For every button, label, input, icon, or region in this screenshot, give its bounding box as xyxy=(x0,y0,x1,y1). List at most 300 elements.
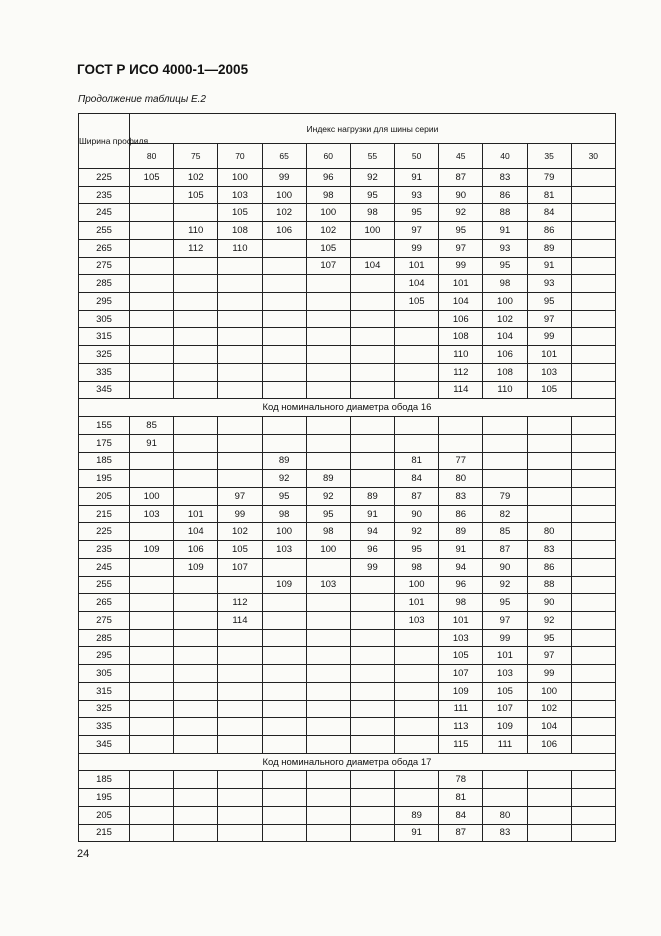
load-index-cell xyxy=(306,665,350,683)
load-index-cell xyxy=(262,239,306,257)
load-index-cell: 100 xyxy=(262,523,306,541)
load-index-cell: 99 xyxy=(262,169,306,187)
load-index-cell: 102 xyxy=(262,204,306,222)
load-index-cell xyxy=(571,611,615,629)
table-row xyxy=(79,523,616,541)
load-index-cell xyxy=(306,824,350,842)
table-row xyxy=(79,328,616,346)
load-index-cell: 97 xyxy=(527,647,571,665)
load-index-cell xyxy=(262,736,306,754)
load-index-cell xyxy=(262,558,306,576)
width-cell: 285 xyxy=(79,275,130,293)
load-index-cell: 85 xyxy=(483,523,527,541)
load-index-cell: 112 xyxy=(218,594,262,612)
load-index-cell xyxy=(306,275,350,293)
table-row xyxy=(79,363,616,381)
load-index-cell xyxy=(350,771,394,789)
load-index-cell: 104 xyxy=(395,275,439,293)
width-cell: 335 xyxy=(79,363,130,381)
series-header-60: 60 xyxy=(306,144,350,169)
load-index-cell xyxy=(130,682,174,700)
load-index-cell xyxy=(483,417,527,435)
load-index-cell xyxy=(483,434,527,452)
load-index-cell: 94 xyxy=(350,523,394,541)
load-index-cell: 100 xyxy=(306,204,350,222)
load-index-cell: 103 xyxy=(439,629,483,647)
load-index-cell xyxy=(306,452,350,470)
load-index-cell: 103 xyxy=(130,505,174,523)
load-index-cell xyxy=(174,346,218,364)
load-index-cell xyxy=(174,275,218,293)
load-index-cell xyxy=(306,328,350,346)
load-index-cell: 101 xyxy=(527,346,571,364)
load-index-cell xyxy=(262,629,306,647)
load-index-cell: 82 xyxy=(483,505,527,523)
load-index-cell xyxy=(174,204,218,222)
load-index-cell: 103 xyxy=(527,363,571,381)
load-index-cell: 105 xyxy=(174,186,218,204)
load-index-cell: 92 xyxy=(306,487,350,505)
load-index-cell: 107 xyxy=(218,558,262,576)
load-index-cell: 109 xyxy=(262,576,306,594)
load-index-cell xyxy=(130,204,174,222)
load-index-cell xyxy=(130,257,174,275)
table-row xyxy=(79,470,616,488)
load-index-cell: 89 xyxy=(306,470,350,488)
load-index-cell: 104 xyxy=(439,293,483,311)
load-index-cell: 110 xyxy=(218,239,262,257)
load-index-cell: 108 xyxy=(439,328,483,346)
load-index-cell: 90 xyxy=(527,594,571,612)
load-index-cell: 111 xyxy=(439,700,483,718)
load-index-cell: 83 xyxy=(439,487,483,505)
load-index-cell xyxy=(527,505,571,523)
load-index-cell: 101 xyxy=(174,505,218,523)
load-index-cell: 80 xyxy=(527,523,571,541)
load-index-cell: 113 xyxy=(439,718,483,736)
load-index-cell xyxy=(571,665,615,683)
table-row xyxy=(79,239,616,257)
load-index-cell xyxy=(571,293,615,311)
load-index-cell xyxy=(483,452,527,470)
width-cell: 305 xyxy=(79,310,130,328)
load-index-cell xyxy=(350,470,394,488)
load-index-cell xyxy=(130,558,174,576)
table-row xyxy=(79,169,616,187)
load-index-cell xyxy=(174,257,218,275)
load-index-cell xyxy=(218,434,262,452)
load-index-cell xyxy=(571,789,615,807)
width-cell: 155 xyxy=(79,417,130,435)
width-cell: 265 xyxy=(79,239,130,257)
table-row xyxy=(79,417,616,435)
load-index-cell xyxy=(218,806,262,824)
load-index-cell: 95 xyxy=(483,594,527,612)
load-index-cell xyxy=(218,381,262,399)
load-index-cell xyxy=(527,417,571,435)
load-index-cell: 95 xyxy=(527,293,571,311)
load-index-cell xyxy=(571,523,615,541)
width-cell: 175 xyxy=(79,434,130,452)
load-index-cell xyxy=(218,665,262,683)
load-index-cell xyxy=(395,682,439,700)
load-index-cell: 106 xyxy=(262,222,306,240)
series-header-75: 75 xyxy=(174,144,218,169)
width-cell: 185 xyxy=(79,771,130,789)
load-index-cell xyxy=(130,346,174,364)
load-index-cell xyxy=(218,363,262,381)
table-row xyxy=(79,204,616,222)
load-index-cell: 88 xyxy=(527,576,571,594)
load-index-cell xyxy=(571,328,615,346)
load-index-cell xyxy=(395,647,439,665)
load-index-cell: 95 xyxy=(395,541,439,559)
load-index-cell xyxy=(262,824,306,842)
width-cell: 235 xyxy=(79,186,130,204)
load-index-cell xyxy=(130,381,174,399)
load-index-cell xyxy=(395,665,439,683)
load-index-cell: 98 xyxy=(306,523,350,541)
load-index-cell xyxy=(174,576,218,594)
load-index-cell: 87 xyxy=(483,541,527,559)
load-index-cell xyxy=(571,257,615,275)
load-index-cell xyxy=(174,665,218,683)
table-row xyxy=(79,806,616,824)
load-index-cell xyxy=(350,682,394,700)
table-row xyxy=(79,558,616,576)
load-index-cell xyxy=(395,346,439,364)
load-index-cell xyxy=(571,452,615,470)
load-index-cell: 106 xyxy=(483,346,527,364)
load-index-cell: 85 xyxy=(130,417,174,435)
load-index-cell: 106 xyxy=(439,310,483,328)
load-index-cell xyxy=(571,682,615,700)
load-index-cell xyxy=(130,789,174,807)
load-index-cell xyxy=(130,452,174,470)
load-index-cell xyxy=(306,629,350,647)
width-cell: 285 xyxy=(79,629,130,647)
load-index-cell xyxy=(218,417,262,435)
load-index-cell xyxy=(350,718,394,736)
load-index-cell xyxy=(571,594,615,612)
series-header-65: 65 xyxy=(262,144,306,169)
load-index-cell xyxy=(174,487,218,505)
load-index-cell xyxy=(395,700,439,718)
load-index-cell xyxy=(174,682,218,700)
load-index-cell: 105 xyxy=(527,381,571,399)
load-index-cell xyxy=(306,771,350,789)
table-header xyxy=(79,114,616,169)
width-cell: 205 xyxy=(79,806,130,824)
load-index-cell xyxy=(527,789,571,807)
load-index-cell: 102 xyxy=(306,222,350,240)
width-cell: 315 xyxy=(79,682,130,700)
width-cell: 335 xyxy=(79,718,130,736)
load-index-cell: 92 xyxy=(262,470,306,488)
table-row xyxy=(79,718,616,736)
load-index-cell: 93 xyxy=(483,239,527,257)
load-index-cell: 104 xyxy=(350,257,394,275)
load-index-cell xyxy=(571,806,615,824)
load-index-cell xyxy=(174,452,218,470)
load-index-cell xyxy=(174,363,218,381)
load-index-cell: 87 xyxy=(439,169,483,187)
load-index-cell: 96 xyxy=(350,541,394,559)
load-index-cell xyxy=(571,505,615,523)
load-index-cell: 90 xyxy=(395,505,439,523)
load-index-cell xyxy=(350,310,394,328)
load-index-cell xyxy=(262,789,306,807)
load-index-cell: 100 xyxy=(262,186,306,204)
load-index-cell xyxy=(306,417,350,435)
load-index-cell xyxy=(130,629,174,647)
load-index-cell xyxy=(218,771,262,789)
load-index-cell xyxy=(350,611,394,629)
load-index-cell xyxy=(571,381,615,399)
load-index-cell: 95 xyxy=(262,487,306,505)
load-index-cell xyxy=(130,771,174,789)
load-index-cell xyxy=(306,806,350,824)
load-index-cell: 86 xyxy=(527,558,571,576)
load-index-cell: 98 xyxy=(483,275,527,293)
load-index-cell: 103 xyxy=(218,186,262,204)
load-index-cell xyxy=(262,328,306,346)
load-index-cell xyxy=(350,700,394,718)
load-index-cell xyxy=(571,239,615,257)
load-index-cell xyxy=(130,222,174,240)
load-index-cell xyxy=(218,824,262,842)
load-index-cell: 86 xyxy=(483,186,527,204)
load-index-cell: 99 xyxy=(483,629,527,647)
load-index-cell xyxy=(571,629,615,647)
load-index-cell xyxy=(130,186,174,204)
load-index-cell xyxy=(306,310,350,328)
load-index-cell: 110 xyxy=(174,222,218,240)
load-index-cell xyxy=(218,718,262,736)
load-index-cell xyxy=(218,647,262,665)
load-index-cell xyxy=(395,310,439,328)
load-index-cell xyxy=(130,594,174,612)
load-index-cell: 105 xyxy=(483,682,527,700)
load-index-cell xyxy=(262,257,306,275)
load-index-cell xyxy=(130,470,174,488)
load-index-cell: 95 xyxy=(306,505,350,523)
load-index-cell xyxy=(395,328,439,346)
load-index-cell xyxy=(571,771,615,789)
load-index-cell xyxy=(350,594,394,612)
load-index-cell: 103 xyxy=(395,611,439,629)
table-row xyxy=(79,487,616,505)
series-header-50: 50 xyxy=(395,144,439,169)
load-index-cell xyxy=(130,523,174,541)
width-cell: 235 xyxy=(79,541,130,559)
load-index-cell xyxy=(527,434,571,452)
load-index-cell: 83 xyxy=(483,169,527,187)
table-row xyxy=(79,293,616,311)
load-index-cell xyxy=(262,771,306,789)
load-index-cell xyxy=(350,736,394,754)
load-index-cell xyxy=(218,629,262,647)
section-row xyxy=(79,753,616,771)
load-index-cell xyxy=(395,771,439,789)
load-index-cell xyxy=(130,736,174,754)
load-index-cell xyxy=(262,417,306,435)
load-index-cell xyxy=(130,611,174,629)
table-row xyxy=(79,700,616,718)
load-index-cell: 112 xyxy=(439,363,483,381)
table-row xyxy=(79,275,616,293)
width-column-header: Ширина профиля xyxy=(79,114,130,169)
load-index-cell xyxy=(130,700,174,718)
table-row xyxy=(79,381,616,399)
section-heading: Код номинального диаметра обода 16 xyxy=(79,399,616,417)
table-row xyxy=(79,346,616,364)
load-index-cell: 79 xyxy=(527,169,571,187)
load-index-cell xyxy=(571,700,615,718)
table-row xyxy=(79,505,616,523)
load-index-cell xyxy=(262,700,306,718)
load-index-cell xyxy=(262,682,306,700)
load-index-cell xyxy=(350,789,394,807)
load-index-cell xyxy=(395,736,439,754)
load-index-cell: 81 xyxy=(439,789,483,807)
load-index-cell: 79 xyxy=(483,487,527,505)
load-index-cell: 84 xyxy=(527,204,571,222)
table-row xyxy=(79,736,616,754)
load-index-cell: 78 xyxy=(439,771,483,789)
load-index-cell xyxy=(350,824,394,842)
load-index-cell xyxy=(571,434,615,452)
load-index-cell: 91 xyxy=(130,434,174,452)
load-index-cell xyxy=(483,789,527,807)
load-index-cell xyxy=(571,204,615,222)
section-row xyxy=(79,399,616,417)
series-header-70: 70 xyxy=(218,144,262,169)
load-index-cell: 95 xyxy=(483,257,527,275)
load-index-cell xyxy=(262,647,306,665)
load-index-cell xyxy=(306,293,350,311)
load-index-cell xyxy=(218,700,262,718)
table-row xyxy=(79,789,616,807)
load-index-cell: 100 xyxy=(483,293,527,311)
load-index-cell: 115 xyxy=(439,736,483,754)
load-index-cell: 111 xyxy=(483,736,527,754)
load-index-cell: 86 xyxy=(527,222,571,240)
load-index-cell: 97 xyxy=(218,487,262,505)
load-index-cell xyxy=(262,434,306,452)
load-index-cell: 89 xyxy=(395,806,439,824)
series-header-30: 30 xyxy=(571,144,615,169)
load-index-cell xyxy=(174,647,218,665)
load-index-cell xyxy=(571,186,615,204)
load-index-cell: 93 xyxy=(527,275,571,293)
series-header-55: 55 xyxy=(350,144,394,169)
load-index-cell: 80 xyxy=(439,470,483,488)
load-index-cell: 92 xyxy=(395,523,439,541)
width-cell: 245 xyxy=(79,204,130,222)
load-index-cell: 107 xyxy=(306,257,350,275)
load-index-cell xyxy=(306,611,350,629)
load-index-cell xyxy=(571,346,615,364)
load-index-cell: 100 xyxy=(306,541,350,559)
load-index-cell xyxy=(527,806,571,824)
load-index-cell xyxy=(350,328,394,346)
load-index-cell: 86 xyxy=(439,505,483,523)
load-index-cell: 109 xyxy=(174,558,218,576)
load-index-cell xyxy=(395,789,439,807)
load-index-cell: 104 xyxy=(174,523,218,541)
load-index-cell xyxy=(306,594,350,612)
load-index-cell xyxy=(395,629,439,647)
load-index-cell xyxy=(218,452,262,470)
load-index-cell xyxy=(174,381,218,399)
load-index-cell xyxy=(571,275,615,293)
load-index-cell xyxy=(350,346,394,364)
load-index-cell: 89 xyxy=(350,487,394,505)
load-index-cell: 83 xyxy=(527,541,571,559)
load-index-cell xyxy=(571,470,615,488)
load-index-cell: 98 xyxy=(262,505,306,523)
load-index-cell xyxy=(262,665,306,683)
width-cell: 345 xyxy=(79,736,130,754)
load-index-cell: 105 xyxy=(218,204,262,222)
load-index-cell xyxy=(262,381,306,399)
load-index-cell: 108 xyxy=(483,363,527,381)
table-row xyxy=(79,629,616,647)
load-index-cell: 105 xyxy=(395,293,439,311)
table-row xyxy=(79,257,616,275)
table-row xyxy=(79,541,616,559)
load-index-cell: 105 xyxy=(439,647,483,665)
width-cell: 195 xyxy=(79,470,130,488)
load-index-cell: 87 xyxy=(439,824,483,842)
load-index-cell xyxy=(350,293,394,311)
load-index-cell: 101 xyxy=(439,611,483,629)
load-index-cell xyxy=(130,718,174,736)
load-index-cell xyxy=(350,434,394,452)
load-index-cell: 101 xyxy=(395,594,439,612)
width-cell: 185 xyxy=(79,452,130,470)
load-index-cell xyxy=(350,665,394,683)
load-index-cell xyxy=(218,346,262,364)
width-cell: 315 xyxy=(79,328,130,346)
load-index-cell xyxy=(350,647,394,665)
load-index-cell: 99 xyxy=(395,239,439,257)
load-index-cell xyxy=(306,363,350,381)
load-index-cell xyxy=(571,363,615,381)
load-index-cell: 103 xyxy=(306,576,350,594)
load-index-cell xyxy=(483,771,527,789)
load-index-cell xyxy=(306,381,350,399)
load-index-cell: 102 xyxy=(218,523,262,541)
load-index-cell xyxy=(218,736,262,754)
load-index-cell: 98 xyxy=(306,186,350,204)
width-cell: 265 xyxy=(79,594,130,612)
load-index-cell xyxy=(306,700,350,718)
load-index-cell xyxy=(174,310,218,328)
load-index-cell: 102 xyxy=(527,700,571,718)
load-index-cell: 84 xyxy=(395,470,439,488)
load-index-cell: 97 xyxy=(395,222,439,240)
load-index-cell: 91 xyxy=(395,824,439,842)
load-index-cell xyxy=(262,594,306,612)
load-index-cell: 91 xyxy=(483,222,527,240)
load-index-cell xyxy=(571,222,615,240)
load-index-cell xyxy=(262,275,306,293)
page-number: 24 xyxy=(77,848,90,860)
load-index-cell: 91 xyxy=(350,505,394,523)
load-index-cell: 104 xyxy=(483,328,527,346)
